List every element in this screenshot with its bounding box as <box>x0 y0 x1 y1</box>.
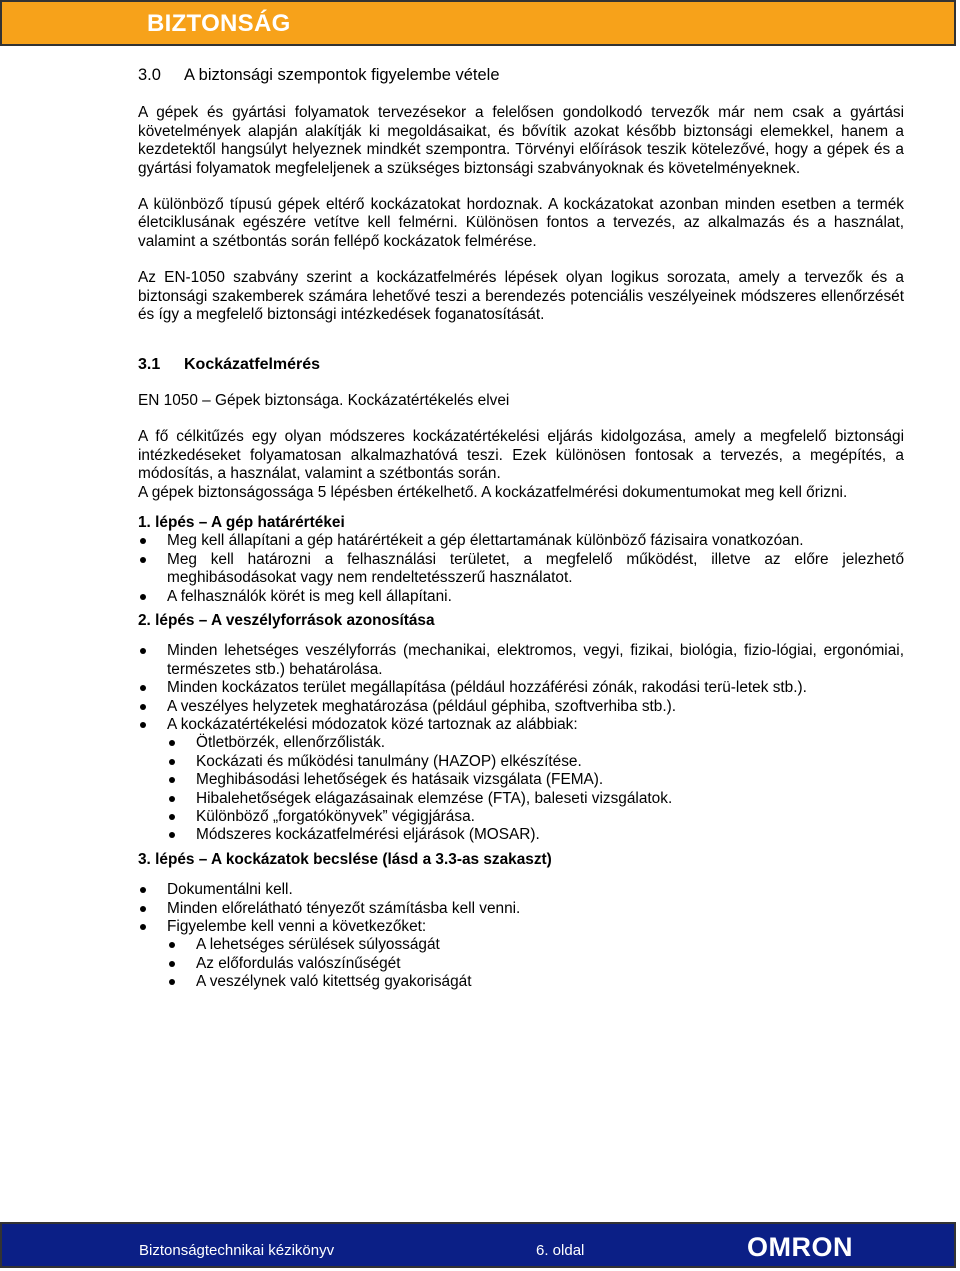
section-title: A biztonsági szempontok figyelembe vétele <box>184 66 500 84</box>
header-bar <box>0 0 956 46</box>
list-item: A felhasználók körét is meg kell állapítani. <box>138 588 904 606</box>
list-item: Dokumentálni kell. <box>138 881 904 899</box>
omron-logo: OMRON <box>747 1232 853 1262</box>
list-item: A lehetséges sérülések súlyosságát <box>167 936 904 954</box>
paragraph: A gépek és gyártási folyamatok tervezésekor a felelősen gondolkodó tervezők már nem csak a gyártási követelmények alapján alakítják ki megoldásaikat, és bővítik azokat később biztonsági elemekkel, hanem a kezdetektől hangsúlyt helyeznek mindkét szempontra. Törvényi előírások teszik kötelezővé, hogy a gépek és a gyártási folyamatok megfeleljenek a szükséges biztonsági szabványoknak és követelményeknek. <box>138 104 904 177</box>
list-item: Különböző „forgatókönyvek” végigjárása. <box>167 808 904 826</box>
list-item: A veszélyes helyzetek meghatározása (például géphiba, szoftverhiba stb.). <box>138 698 904 716</box>
list-item: A kockázatértékelési módozatok közé tartoznak az alábbiak: <box>138 716 904 734</box>
list-item: Minden kockázatos terület megállapítása (például hozzáférési zónák, rakodási terü-letek stb.). <box>138 679 904 697</box>
paragraph: Az EN-1050 szabvány szerint a kockázatfelmérés lépések olyan logikus sorozata, amely a tervezők és a biztonsági szakemberek számára lehetővé teszi a berendezés potenciális veszélyeinek módszeres ellenőrzését és így a megfelelő biztonsági intézkedések foganatosítását. <box>138 269 904 324</box>
step-3-heading: 3. lépés – A kockázatok becslése (lásd a 3.3-as szakaszt) <box>138 850 552 868</box>
section-3-0-heading <box>138 66 904 84</box>
step-2-heading: 2. lépés – A veszélyforrások azonosítása <box>138 611 435 629</box>
step-3-list <box>138 881 904 936</box>
page-number: 6. oldal <box>536 1242 585 1259</box>
list-item: Módszeres kockázatfelmérési eljárások (MOSAR). <box>167 826 904 844</box>
list-item: Minden lehetséges veszélyforrás (mechanikai, elektromos, vegyi, fizikai, biológia, fizio-lógiai, ergonómiai, természetes stb.) behatárolása. <box>138 642 904 679</box>
step-1-heading: 1. lépés – A gép határértékei <box>138 513 345 531</box>
step-2-sublist <box>167 734 904 844</box>
list-item: Minden előrelátható tényezőt számításba kell venni. <box>138 900 904 918</box>
section-number: 3.0 <box>138 66 161 84</box>
step-1-list <box>138 532 904 606</box>
list-item: Hibalehetőségek elágazásainak elemzése (FTA), baleseti vizsgálatok. <box>167 790 904 808</box>
step-2-list <box>138 642 904 734</box>
paragraph: A gépek biztonságossága 5 lépésben értékelhető. A kockázatfelmérési dokumentumokat meg kell őrizni. <box>138 483 848 501</box>
list-item: A veszélynek való kitettség gyakoriságát <box>167 973 904 991</box>
section-3-1-heading <box>138 356 904 374</box>
document-body <box>138 66 904 992</box>
list-item: Meghibásodási lehetőségek és hatásaik vizsgálata (FEMA). <box>167 771 904 789</box>
step-3-sublist <box>167 936 904 991</box>
section-number: 3.1 <box>138 356 161 374</box>
section-title: Kockázatfelmérés <box>184 356 321 374</box>
section-subtitle: EN 1050 – Gépek biztonsága. Kockázatértékelés elvei <box>138 391 510 409</box>
footer-title: Biztonságtechnikai kézikönyv <box>139 1242 335 1259</box>
list-item: Figyelembe kell venni a következőket: <box>138 918 904 936</box>
list-item: Az előfordulás valószínűségét <box>167 955 904 973</box>
list-item: Meg kell határozni a felhasználási területet, a megfelelő működést, illetve az előre jelezhető meghibásodásokat vagy nem rendeltetésszerű használatot. <box>138 551 904 588</box>
list-item: Kockázati és működési tanulmány (HAZOP) elkészítése. <box>167 753 904 771</box>
paragraph: A fő célkitűzés egy olyan módszeres kockázatértékelési eljárás kidolgozása, amely a megfelelő biztonsági intézkedéseket folyamatosan alkalmazhatóvá teszi. Ezek különösen fontosak a tervezés, a megépítés, a módosítás, a használat, valamint a szétbontás során. <box>138 428 904 483</box>
list-item: Meg kell állapítani a gép határértékeit a gép élettartamának különböző fázisaira vonatkozóan. <box>138 532 904 550</box>
footer-bar <box>0 1222 956 1268</box>
paragraph: A különböző típusú gépek eltérő kockázatokat hordoznak. A kockázatokat azonban minden esetben a termék életciklusának egészére vetítve kell felmérni. Különösen fontos a tervezés, az alkalmazás és a használat, valamint a szétbontás során fellépő kockázatok felmérése. <box>138 196 904 250</box>
list-item: Ötletbörzék, ellenőrzőlisták. <box>167 734 904 752</box>
header-title: BIZTONSÁG <box>147 10 291 37</box>
